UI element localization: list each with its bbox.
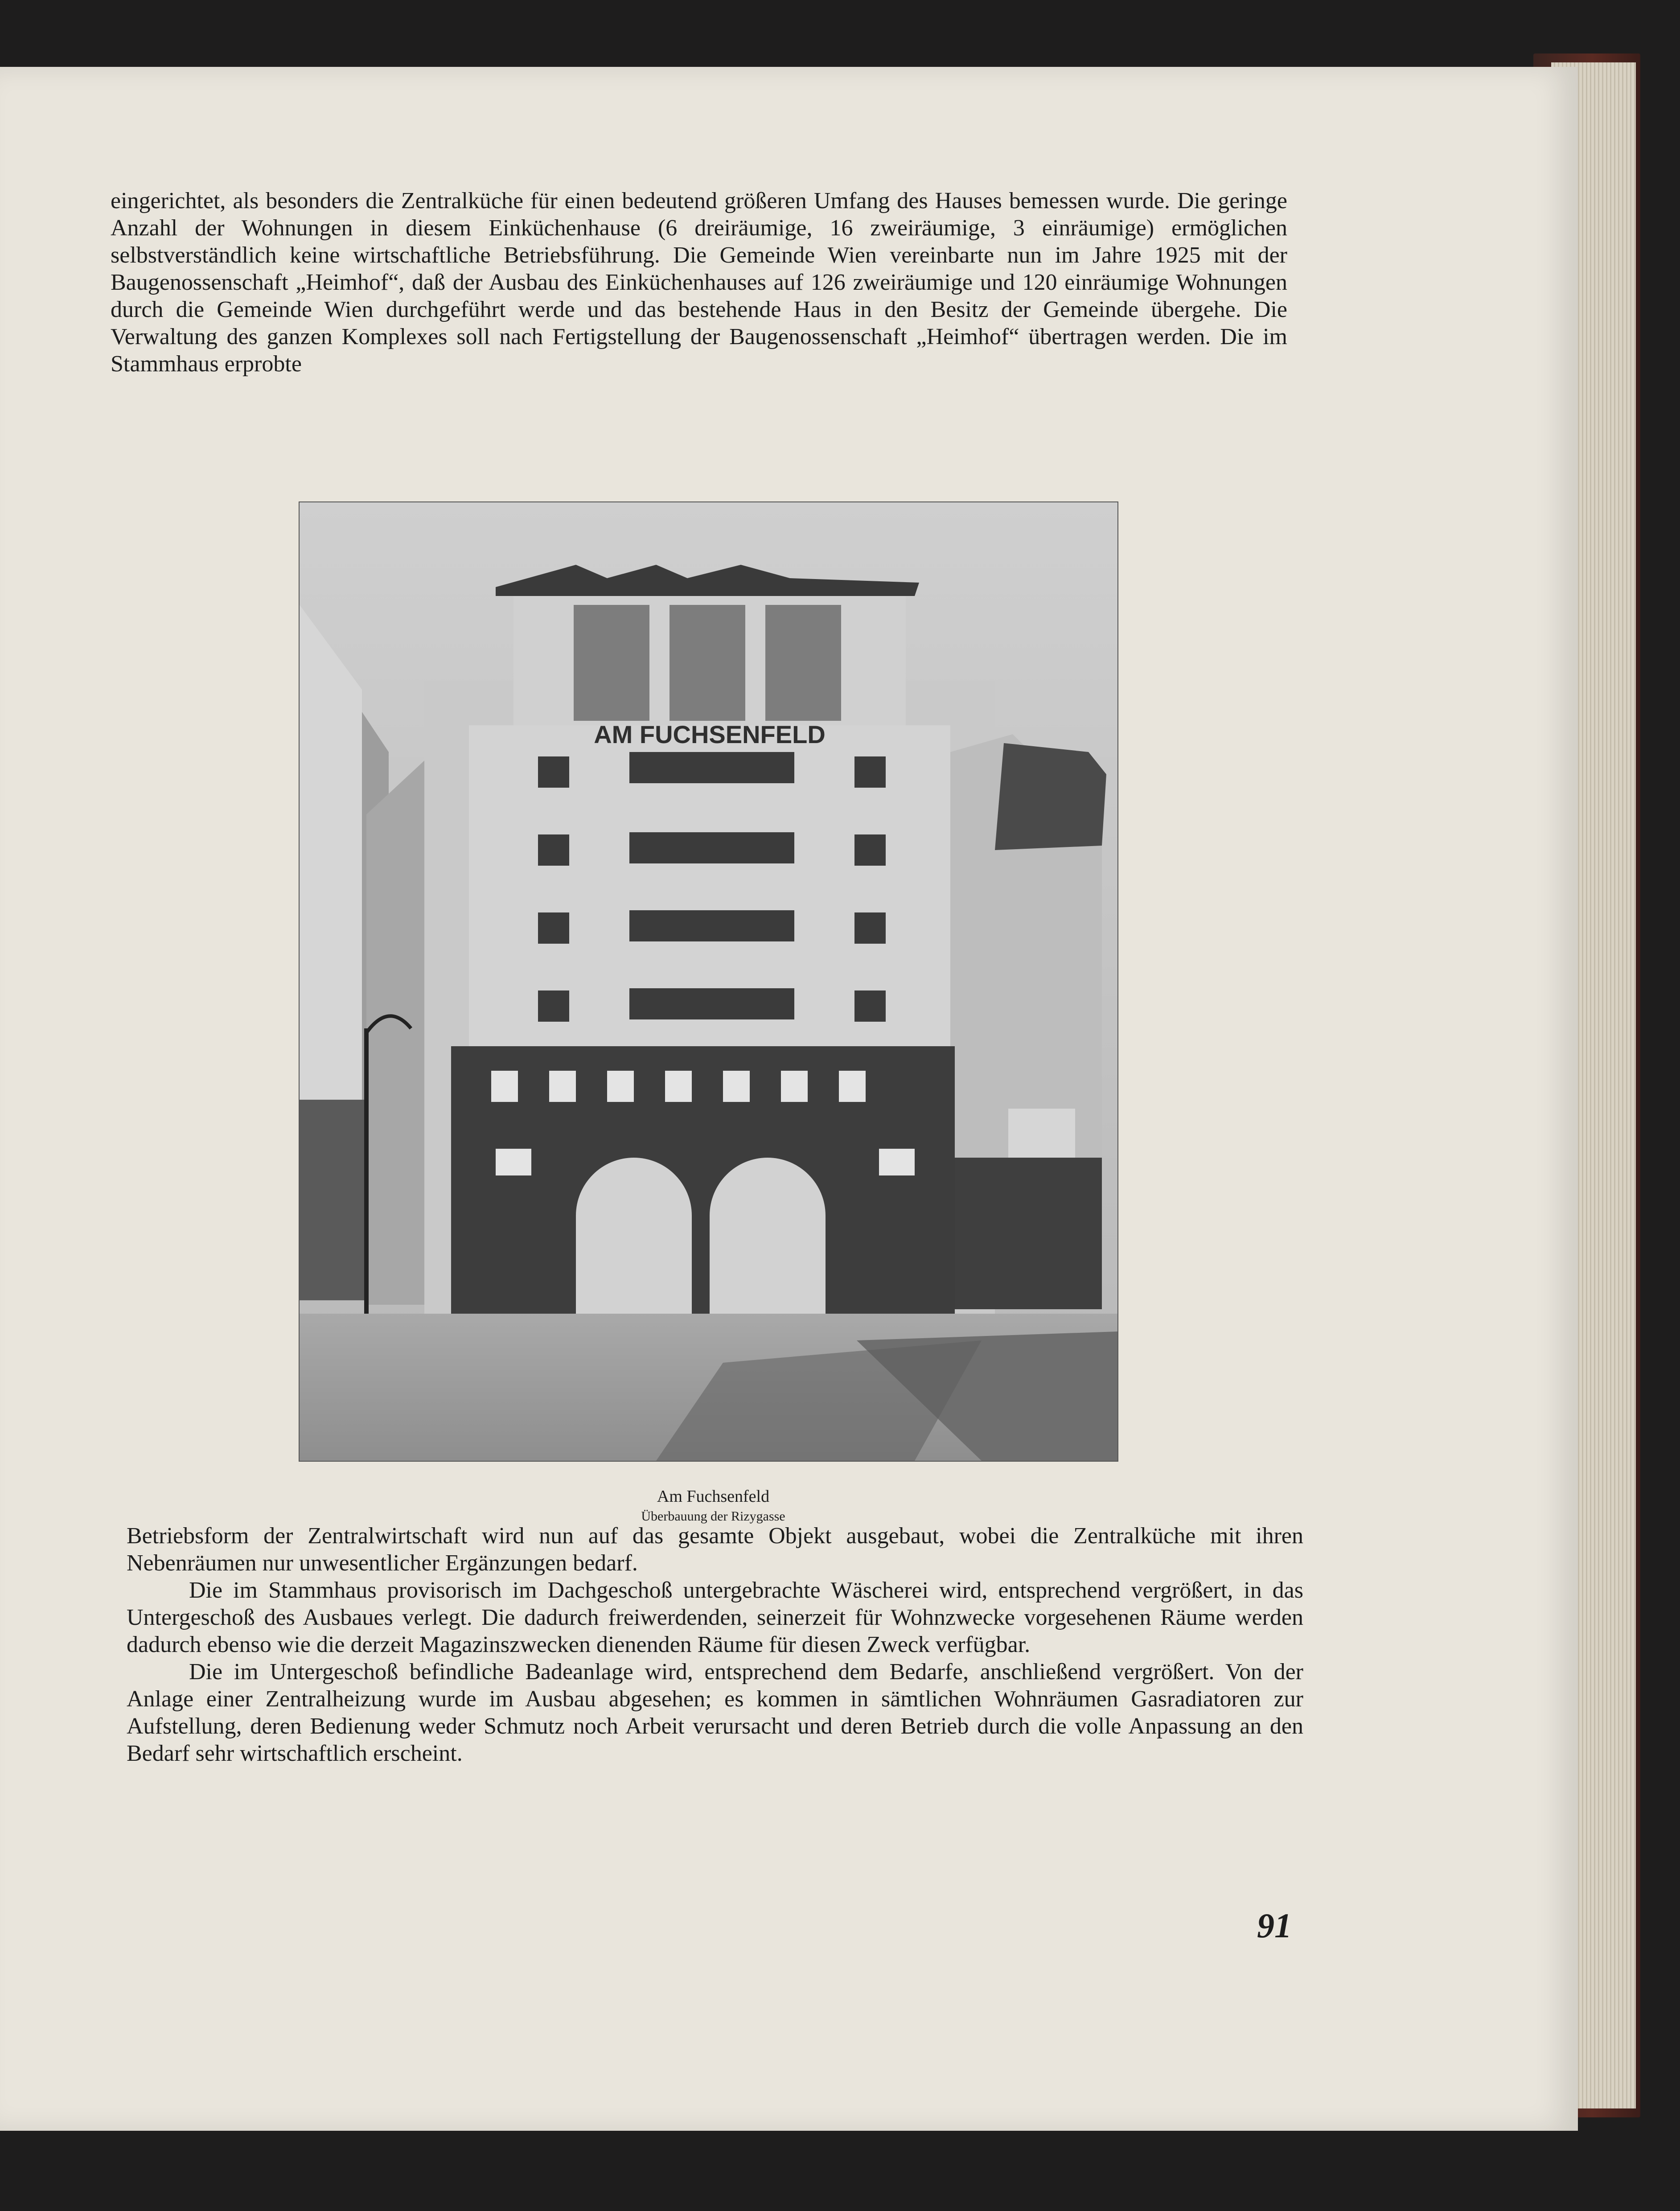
paragraph: Betriebsform der Zentralwirtschaft wird nun auf das gesamte Objekt ausgebaut, wobei die Zentralküche mit ihren Nebenräumen nur unwesentlicher Ergänzungen bedarf.	[127, 1523, 1303, 1576]
building-photograph	[299, 501, 1118, 1462]
paragraph: Die im Untergeschoß befindliche Badeanlage wird, entsprechend dem Bedarfe, anschließend vergrößert. Von der Anlage einer Zentralheizung wurde im Ausbau abgesehen; es kommen in sämtlichen Wohnräumen Gasradiatoren zur Aufstellung, deren Bedienung weder Schmutz noch Arbeit verursacht und deren Betrieb durch die volle Anpassung an den Bedarf sehr wirtschaftlich erscheint.	[127, 1659, 1303, 1766]
body-text-top: eingerichtet, als besonders die Zentralküche für einen bedeutend größeren Umfang des Hauses bemessen wurde. Die geringe Anzahl der Wohnungen in diesem Einküchenhause (6 dreiräumige, 16 zweiräumige, 3 einräumige) ermöglichen selbstverständlich keine wirtschaftliche Betriebsführung. Die Gemeinde Wien vereinbarte nun im Jahre 1925 mit der Baugenossenschaft „Heimhof“, daß der Ausbau des Einküchenhauses auf 126 zweiräumige und 120 einräumige Wohnungen durch die Gemeinde Wien durchgeführt werde und das bestehende Haus in den Besitz der Gemeinde übergehe. Die Verwaltung des ganzen Komplexes soll nach Fertigstellung der Baugenossenschaft „Heimhof“ übertragen werden. Die im Stammhaus erprobte	[111, 188, 1287, 377]
figure-caption-subtitle: Überbauung der Rizygasse	[641, 1509, 785, 1524]
figure-caption-title: Am Fuchsenfeld	[657, 1487, 770, 1506]
paragraph: Die im Stammhaus provisorisch im Dachgeschoß untergebrachte Wäscherei wird, entsprechend vergrößert, in das Untergeschoß des Ausbaues verlegt. Die dadurch freiwerdenden, seinerzeit für Wohnzwecke vorgesehenen Räume werden dadurch ebenso wie die derzeit Magazinszwecken dienenden Räume für diesen Zweck verfügbar.	[127, 1578, 1303, 1657]
photo-sign-top: AM FUCHSENFELD	[594, 720, 826, 748]
body-text-bottom	[127, 1522, 1303, 1767]
page-number: 91	[1257, 1906, 1292, 1945]
